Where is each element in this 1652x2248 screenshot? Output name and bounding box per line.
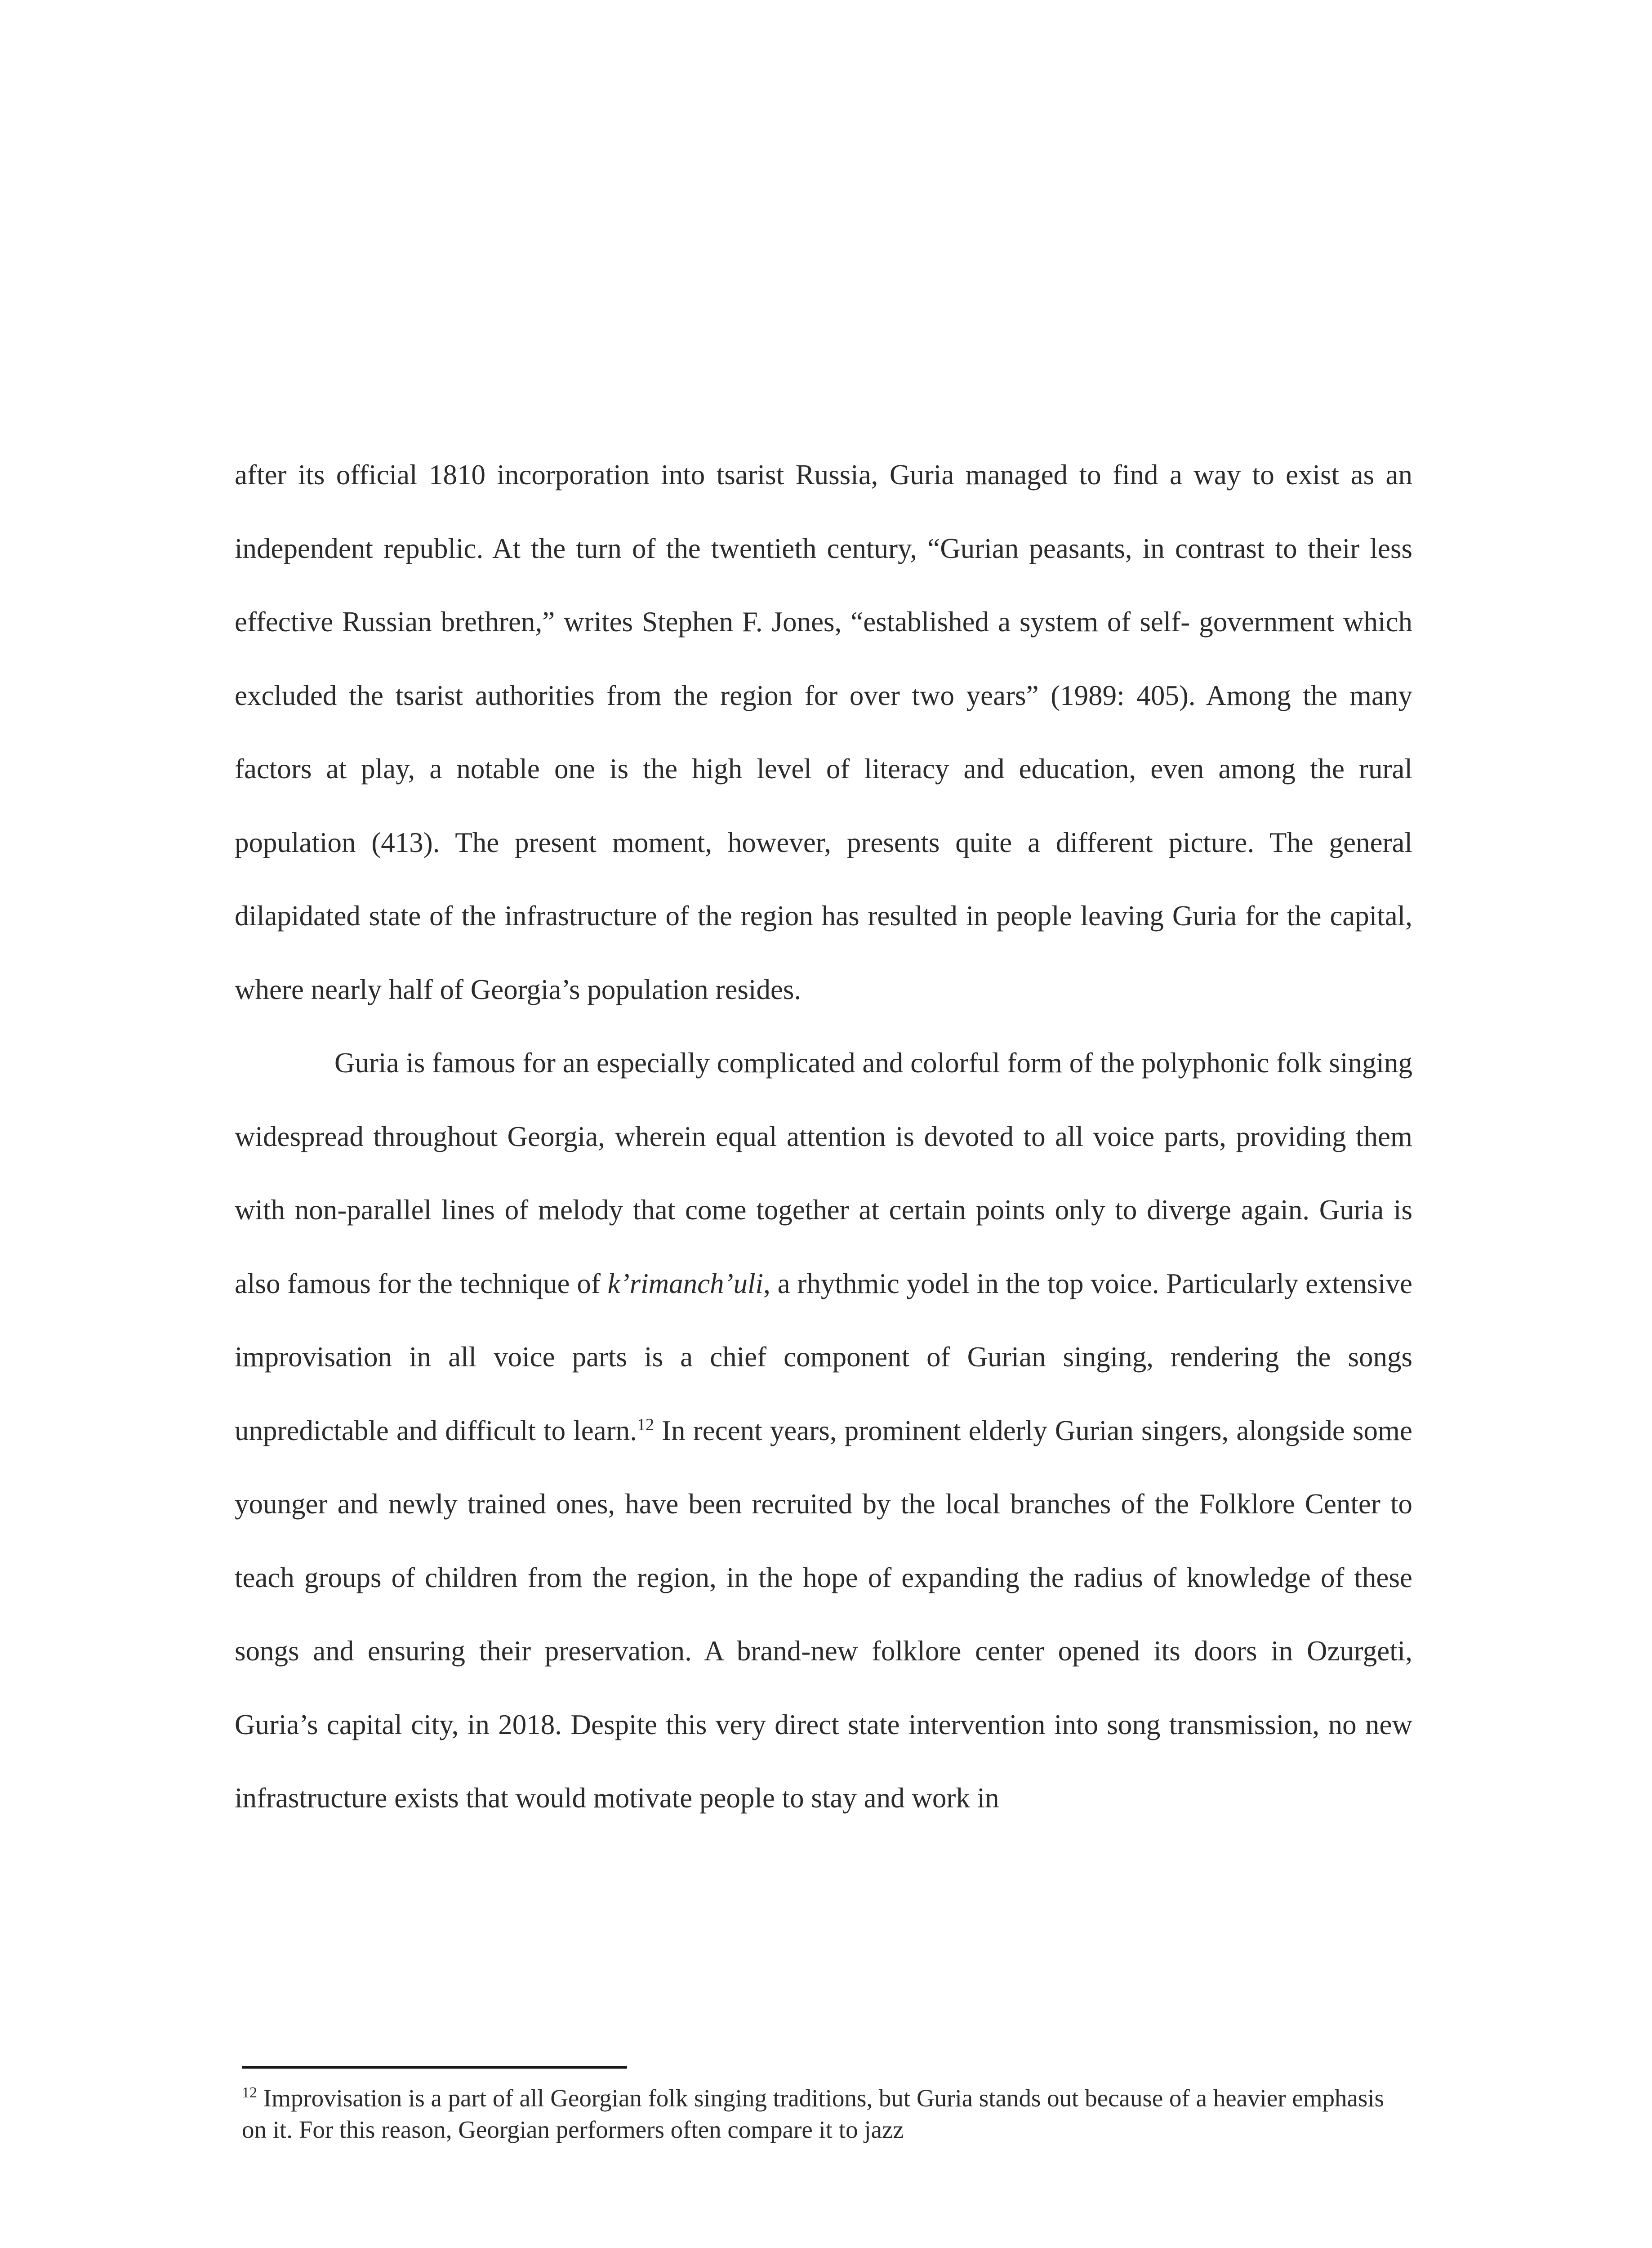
footnote-text: Improvisation is a part of all Georgian folk singing traditions, but Guria stands out because of a heavier emphasis on it. For this reason, Georgian performers often compare it to jazz <box>242 2084 1385 2143</box>
italic-term-krimanchuli: k’rimanch’uli <box>607 1267 764 1299</box>
footnote-12 <box>242 2083 1406 2145</box>
paragraph-2-text-start: Guria is famous for an especially complicated and colorful form of the polyphonic folk singing widespread throughout Georgia, wherein equal attention is devoted to all voice parts, providing them with non-parallel lines of melody that come together at certain points only to diverge again. Guria is also famous for the technique of <box>235 1047 1412 1299</box>
footnote-reference-12[interactable]: 12 <box>637 1415 654 1434</box>
body-text <box>235 438 1412 1835</box>
paragraph-1-text: after its official 1810 incorporation into tsarist Russia, Guria managed to find a way to exist as an independent republic. At the turn of the twentieth century, “Gurian peasants, in contrast to their less effective Russian brethren,” writes Stephen F. Jones, “established a system of self- government which excluded the tsarist authorities from the region for over two years” (1989: 405). Among the many factors at play, a notable one is the high level of literacy and education, even among the rural population (413). The present moment, however, presents quite a different picture. The general dilapidated state of the infrastructure of the region has resulted in people leaving Guria for the capital, where nearly half of Georgia’s population resides. <box>235 459 1412 1005</box>
paragraph-2 <box>235 1026 1412 1835</box>
paragraph-1 <box>235 438 1412 1026</box>
paragraph-2-text-end: In recent years, prominent elderly Gurian singers, alongside some younger and newly trained ones, have been recruited by the local branches of the Folklore Center to teach groups of children from the region, in the hope of expanding the radius of knowledge of these songs and ensuring their preservation. A brand-new folklore center opened its doors in Ozurgeti, Guria’s capital city, in 2018. Despite this very direct state intervention into song transmission, no new infrastructure exists that would motivate people to stay and work in <box>235 1414 1412 1814</box>
footnote-number: 12 <box>242 2084 257 2101</box>
footnote-separator <box>242 2066 627 2069</box>
paragraph-2-text-middle: , a rhythmic yodel in the top voice. Particularly extensive improvisation in all voice parts is a chief component of Gurian singing, rendering the songs unpredictable and difficult to learn. <box>235 1267 1412 1446</box>
